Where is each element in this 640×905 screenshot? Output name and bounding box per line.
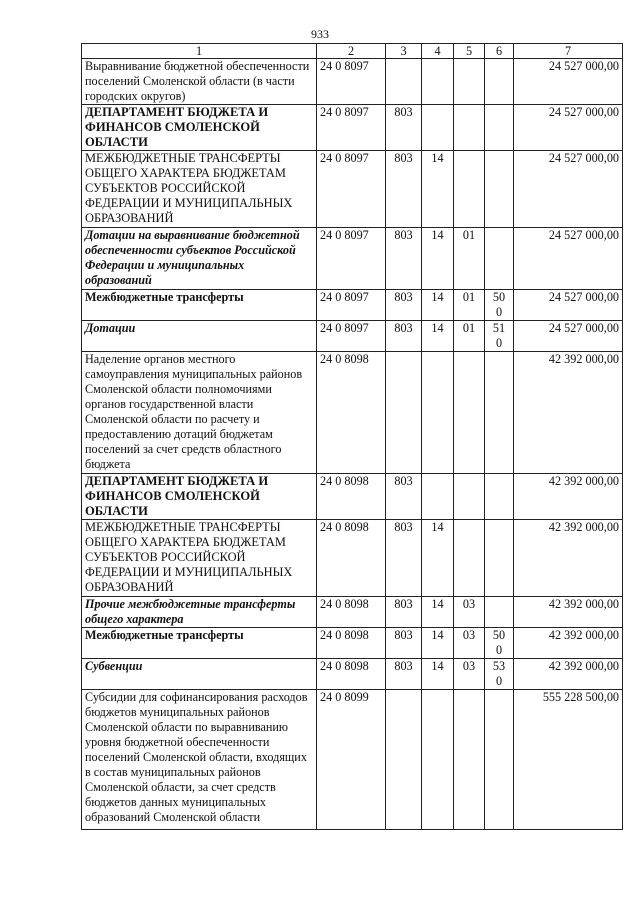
row-amount: 24 527 000,00 [514,151,623,228]
row-target-code: 24 0 8098 [317,520,386,597]
row-name: Межбюджетные трансферты [82,290,317,321]
row-admin-code [386,59,422,105]
row-subsection [454,151,485,228]
row-target-code: 24 0 8097 [317,321,386,352]
table-row [82,290,623,321]
table-row [82,474,623,520]
row-subsection [454,520,485,597]
row-section: 14 [422,520,454,597]
row-section: 14 [422,321,454,352]
row-section: 14 [422,151,454,228]
row-name: МЕЖБЮДЖЕТНЫЕ ТРАНСФЕРТЫ ОБЩЕГО ХАРАКТЕРА БЮДЖЕТАМ СУБЪЕКТОВ РОССИЙСКОЙ ФЕДЕРАЦИИ И МУНИЦИПАЛЬНЫХ ОБРАЗОВАНИЙ [82,151,317,228]
row-section: 14 [422,228,454,290]
row-expense-type [485,520,514,597]
row-amount: 42 392 000,00 [514,474,623,520]
row-subsection: 01 [454,228,485,290]
row-name: Субвенции [82,659,317,690]
row-section [422,474,454,520]
col-header-6: 6 [485,44,514,59]
row-target-code: 24 0 8097 [317,228,386,290]
row-section: 14 [422,628,454,659]
row-target-code: 24 0 8098 [317,352,386,474]
row-amount: 42 392 000,00 [514,520,623,597]
row-amount: 24 527 000,00 [514,290,623,321]
row-name: Субсидии для софинансирования расходов бюджетов муниципальных районов Смоленской области по выравниванию уровня бюджетной обеспеченности поселений Смоленской области, входящих в состав муниципальных районов Смоленской области, за счет средств бюджетов данных муниципальных образований Смоленской области [82,690,317,830]
row-section [422,105,454,151]
row-expense-type: 51 0 [485,321,514,352]
table-row [82,105,623,151]
col-header-5: 5 [454,44,485,59]
row-expense-type: 50 0 [485,290,514,321]
page-number: 933 [311,27,329,41]
row-expense-type: 53 0 [485,659,514,690]
row-admin-code: 803 [386,474,422,520]
col-header-7: 7 [514,44,623,59]
row-target-code: 24 0 8097 [317,59,386,105]
row-subsection: 03 [454,628,485,659]
row-target-code: 24 0 8097 [317,151,386,228]
row-section: 14 [422,597,454,628]
row-name: Дотации [82,321,317,352]
row-subsection [454,690,485,830]
row-subsection [454,352,485,474]
budget-table [81,43,623,830]
row-subsection: 03 [454,597,485,628]
row-name: МЕЖБЮДЖЕТНЫЕ ТРАНСФЕРТЫ ОБЩЕГО ХАРАКТЕРА БЮДЖЕТАМ СУБЪЕКТОВ РОССИЙСКОЙ ФЕДЕРАЦИИ И МУНИЦИПАЛЬНЫХ ОБРАЗОВАНИЙ [82,520,317,597]
table-row [82,597,623,628]
row-name: Наделение органов местного самоуправления муниципальных районов Смоленской области полномочиями органов государственной власти Смоленской области по расчету и предоставлению дотаций бюджетам поселений за счет средств областного бюджета [82,352,317,474]
row-target-code: 24 0 8098 [317,659,386,690]
table-row [82,321,623,352]
row-subsection: 03 [454,659,485,690]
col-header-1: 1 [82,44,317,59]
row-target-code: 24 0 8098 [317,474,386,520]
row-expense-type [485,597,514,628]
row-admin-code: 803 [386,290,422,321]
row-expense-type [485,59,514,105]
table-row [82,690,623,830]
row-amount: 42 392 000,00 [514,597,623,628]
row-name: ДЕПАРТАМЕНТ БЮДЖЕТА И ФИНАНСОВ СМОЛЕНСКОЙ ОБЛАСТИ [82,474,317,520]
col-header-2: 2 [317,44,386,59]
row-expense-type [485,105,514,151]
row-name: ДЕПАРТАМЕНТ БЮДЖЕТА И ФИНАНСОВ СМОЛЕНСКОЙ ОБЛАСТИ [82,105,317,151]
row-subsection: 01 [454,321,485,352]
row-amount: 42 392 000,00 [514,659,623,690]
row-section [422,352,454,474]
row-amount: 42 392 000,00 [514,352,623,474]
row-admin-code: 803 [386,228,422,290]
row-expense-type [485,474,514,520]
row-section [422,59,454,105]
row-target-code: 24 0 8097 [317,105,386,151]
row-section: 14 [422,659,454,690]
row-section: 14 [422,290,454,321]
table-row [82,659,623,690]
row-amount: 555 228 500,00 [514,690,623,830]
table-row [82,352,623,474]
row-admin-code [386,690,422,830]
row-amount: 24 527 000,00 [514,59,623,105]
row-target-code: 24 0 8098 [317,628,386,659]
row-admin-code [386,352,422,474]
row-target-code: 24 0 8099 [317,690,386,830]
row-amount: 24 527 000,00 [514,105,623,151]
row-target-code: 24 0 8097 [317,290,386,321]
row-amount: 42 392 000,00 [514,628,623,659]
row-expense-type: 50 0 [485,628,514,659]
table-row [82,151,623,228]
row-name: Прочие межбюджетные трансферты общего характера [82,597,317,628]
col-header-3: 3 [386,44,422,59]
col-header-4: 4 [422,44,454,59]
row-expense-type [485,690,514,830]
row-name: Межбюджетные трансферты [82,628,317,659]
row-admin-code: 803 [386,520,422,597]
row-admin-code: 803 [386,321,422,352]
row-amount: 24 527 000,00 [514,228,623,290]
row-name: Выравнивание бюджетной обеспеченности поселений Смоленской области (в части городских округов) [82,59,317,105]
table-body [82,59,623,830]
row-expense-type [485,151,514,228]
row-subsection [454,59,485,105]
row-expense-type [485,352,514,474]
row-amount: 24 527 000,00 [514,321,623,352]
row-admin-code: 803 [386,105,422,151]
row-subsection: 01 [454,290,485,321]
table-row [82,59,623,105]
table-row [82,628,623,659]
table-row [82,228,623,290]
row-name: Дотации на выравнивание бюджетной обеспеченности субъектов Российской Федерации и муниципальных образований [82,228,317,290]
table-row [82,520,623,597]
row-admin-code: 803 [386,659,422,690]
row-admin-code: 803 [386,628,422,659]
row-expense-type [485,228,514,290]
row-admin-code: 803 [386,151,422,228]
row-target-code: 24 0 8098 [317,597,386,628]
header-row [82,44,623,59]
row-subsection [454,105,485,151]
row-admin-code: 803 [386,597,422,628]
row-subsection [454,474,485,520]
row-section [422,690,454,830]
